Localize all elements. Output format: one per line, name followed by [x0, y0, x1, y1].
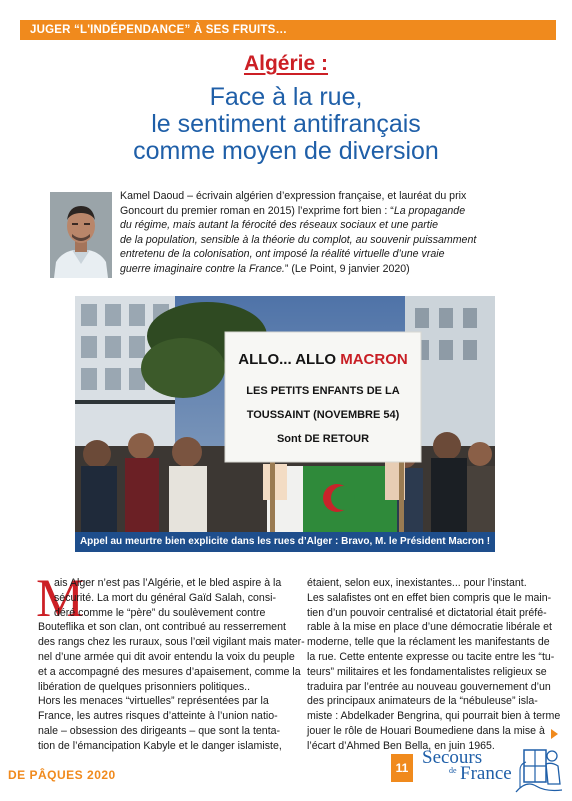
- protest-illustration: [75, 296, 495, 532]
- body-line: sécurité. La mort du général Gaïd Salah, consi-: [54, 591, 276, 604]
- brand-name-de: de: [449, 766, 457, 775]
- body-line: tion de l’émancipation Kabyle et le danger islamiste,: [38, 739, 282, 752]
- photo-caption: Appel au meurtre bien explicite dans les rues d’Alger : Bravo, M. le Président Macron !: [75, 532, 495, 552]
- page-number: 11: [391, 754, 413, 782]
- brand-name-top: Secours: [422, 747, 483, 768]
- quote-line: Kamel Daoud – écrivain algérien d’expression française, et lauréat du prix: [120, 190, 467, 202]
- body-line: des principaux animateurs de la “nébuleuse” isla-: [307, 695, 538, 708]
- body-line: Hors les menaces “virtuelles” représentées par la: [38, 695, 269, 708]
- body-line: France, les autres risques d’atteinte à l’union natio-: [38, 710, 278, 723]
- quote-line: du régime, mais autant la férocité des réseaux sociaux et une partie: [120, 219, 438, 232]
- kicker: [0, 52, 572, 76]
- sign-text-line: Sont DE RETOUR: [276, 433, 370, 445]
- protest-photo: [75, 296, 495, 532]
- body-line: libération de quelques prisonniers politiques..: [38, 680, 251, 693]
- quote-line: guerre imaginaire contre la France.” (Le Point, 9 janvier 2020): [120, 262, 410, 275]
- author-portrait: [50, 192, 112, 278]
- body-line: teurs” militaires et les fondamentalistes religieux se: [307, 665, 547, 678]
- section-band: JUGER “L'INDÉPENDANCE” À SES FRUITS…: [20, 20, 556, 40]
- portrait-illustration: [50, 192, 112, 278]
- body-line: rable à la mise en place d’une démocratie libérale et: [307, 621, 552, 634]
- body-line: étaient, selon eux, inexistantes... pour l’instant.: [307, 577, 527, 589]
- body-column-left: [38, 576, 305, 754]
- body-line: et a accompagné des mesures d’apaisement, comme la: [38, 665, 301, 678]
- headline: [20, 84, 552, 165]
- body-line: traduira par l’entrée au nouveau gouvernement d’un: [307, 680, 551, 693]
- body-line: des rangs chez les ruraux, sous l’œil vigilant mais mater-: [38, 636, 305, 649]
- quote-line: Goncourt du premier roman en 2015) l’exprime fort bien : “La propagande: [120, 204, 466, 217]
- headline-line: comme moyen de diversion: [133, 137, 439, 165]
- body-line: jouer le rôle de Houari Boumediene dans la mise à: [307, 724, 545, 737]
- body-line: ais Alger n’est pas l’Algérie, et le bled aspire à la: [54, 577, 282, 589]
- issue-label: DE PÂQUES 2020: [8, 768, 116, 782]
- drop-cap: M: [36, 568, 85, 628]
- body-line: miste : Abdelkader Bengrina, qui pourrait bien à terme: [307, 710, 561, 723]
- body-line: Les salafistes ont en effet bien compris que le main-: [307, 591, 552, 604]
- sign-text-allo: ALLO... ALLO: [238, 351, 337, 368]
- body-line: nel d’une armée qui dit avoir entendu la voix du peuple: [38, 650, 295, 663]
- quote-line: entretenu de la colonisation, ont imposé la réalité virtuelle d’une vraie: [120, 248, 445, 261]
- emblem-drawing: [512, 740, 566, 796]
- body-line: moderne, telle que la réclament les manifestants de: [307, 636, 550, 649]
- body-line: Bouteflika et son clan, ont contribué au resserrement: [38, 621, 286, 634]
- sign-text-line: LES PETITS ENFANTS DE LA: [246, 385, 400, 397]
- body-line: déré comme le “père” du soulèvement contre: [54, 606, 266, 619]
- brand-name-bottom: France: [460, 763, 512, 784]
- body-column-right: [307, 576, 561, 754]
- sign-text-line: TOUSSAINT (NOVEMBRE 54): [246, 409, 400, 421]
- body-line: nale – obsession des dirigeants – que sont la tenta-: [38, 724, 281, 737]
- sign-text-macron: MACRON: [340, 351, 408, 368]
- quote-line: de la population, sensible à la théorie du complot, au souvenir puissamment: [120, 233, 477, 246]
- brand-emblem-icon: [512, 740, 566, 796]
- body-line: tien d’un pouvoir centralisé et dictatorial était préfé-: [307, 606, 547, 619]
- body-line: la rue. Cette entente expresse ou tacite entre les “tu-: [307, 650, 555, 663]
- headline-line: le sentiment antifrançais: [151, 110, 421, 138]
- svg-text:ALLO... ALLO MACRON: [238, 351, 407, 368]
- headline-line: Face à la rue,: [209, 83, 363, 111]
- body-line: l’écart d’Ahmed Ben Bella, en juin 1965.: [307, 739, 495, 752]
- continue-arrow-icon: [551, 729, 558, 739]
- intro-quote: [120, 189, 550, 277]
- kicker-text: Algérie :: [243, 52, 329, 75]
